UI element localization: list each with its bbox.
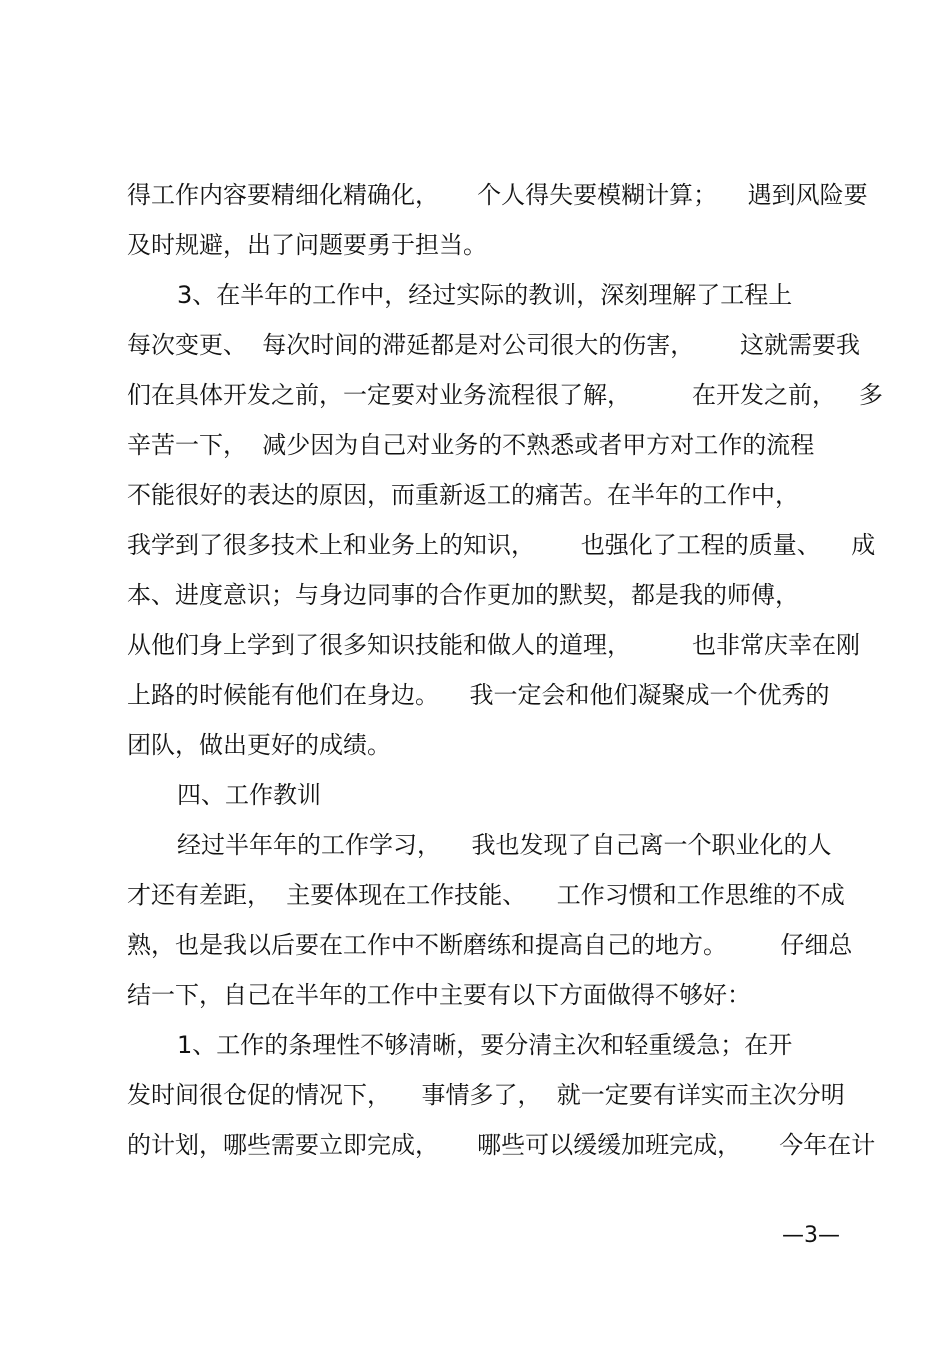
- text-line: 团队，做出更好的成绩。: [127, 731, 391, 759]
- text-line: 发时间很仓促的情况下， 事情多了， 就一定要有详实而主次分明: [127, 1081, 845, 1109]
- text-line: 才还有差距， 主要体现在工作技能、 工作习惯和工作思维的不成: [127, 881, 845, 909]
- section-heading: 四、工作教训: [177, 781, 321, 809]
- text-line: 每次变更、 每次时间的滞延都是对公司很大的伤害， 这就需要我: [127, 331, 861, 359]
- page-number: —3—: [782, 1223, 840, 1248]
- text-line: 辛苦一下， 减少因为自己对业务的不熟悉或者甲方对工作的流程: [127, 431, 815, 459]
- text-line: 上路的时候能有他们在身边。 我一定会和他们凝聚成一个优秀的: [127, 681, 830, 709]
- text-line: 得工作内容要精细化精确化， 个人得失要模糊计算； 遇到风险要: [127, 181, 868, 209]
- text-line: 熟，也是我以后要在工作中不断磨练和提高自己的地方。 仔细总: [127, 931, 853, 959]
- text-line: 1、工作的条理性不够清晰，要分清主次和轻重缓急；在开: [177, 1031, 793, 1059]
- text-line: 本、进度意识；与身边同事的合作更加的默契，都是我的师傅，: [127, 581, 799, 609]
- text-line: 经过半年年的工作学习， 我也发现了自己离一个职业化的人: [177, 831, 832, 859]
- text-line: 结一下，自己在半年的工作中主要有以下方面做得不够好：: [127, 981, 751, 1009]
- text-line: 及时规避，出了问题要勇于担当。: [127, 231, 487, 259]
- text-line: 的计划，哪些需要立即完成， 哪些可以缓缓加班完成， 今年在计: [127, 1131, 876, 1159]
- text-line: 我学到了很多技术上和业务上的知识， 也强化了工程的质量、 成: [127, 531, 876, 559]
- text-line: 3、在半年的工作中，经过实际的教训，深刻理解了工程上: [177, 281, 793, 309]
- text-line: 们在具体开发之前，一定要对业务流程很了解， 在开发之前， 多: [127, 381, 883, 409]
- text-line: 不能很好的表达的原因，而重新返工的痛苦。在半年的工作中，: [127, 481, 799, 509]
- text-line: 从他们身上学到了很多知识技能和做人的道理， 也非常庆幸在刚: [127, 631, 861, 659]
